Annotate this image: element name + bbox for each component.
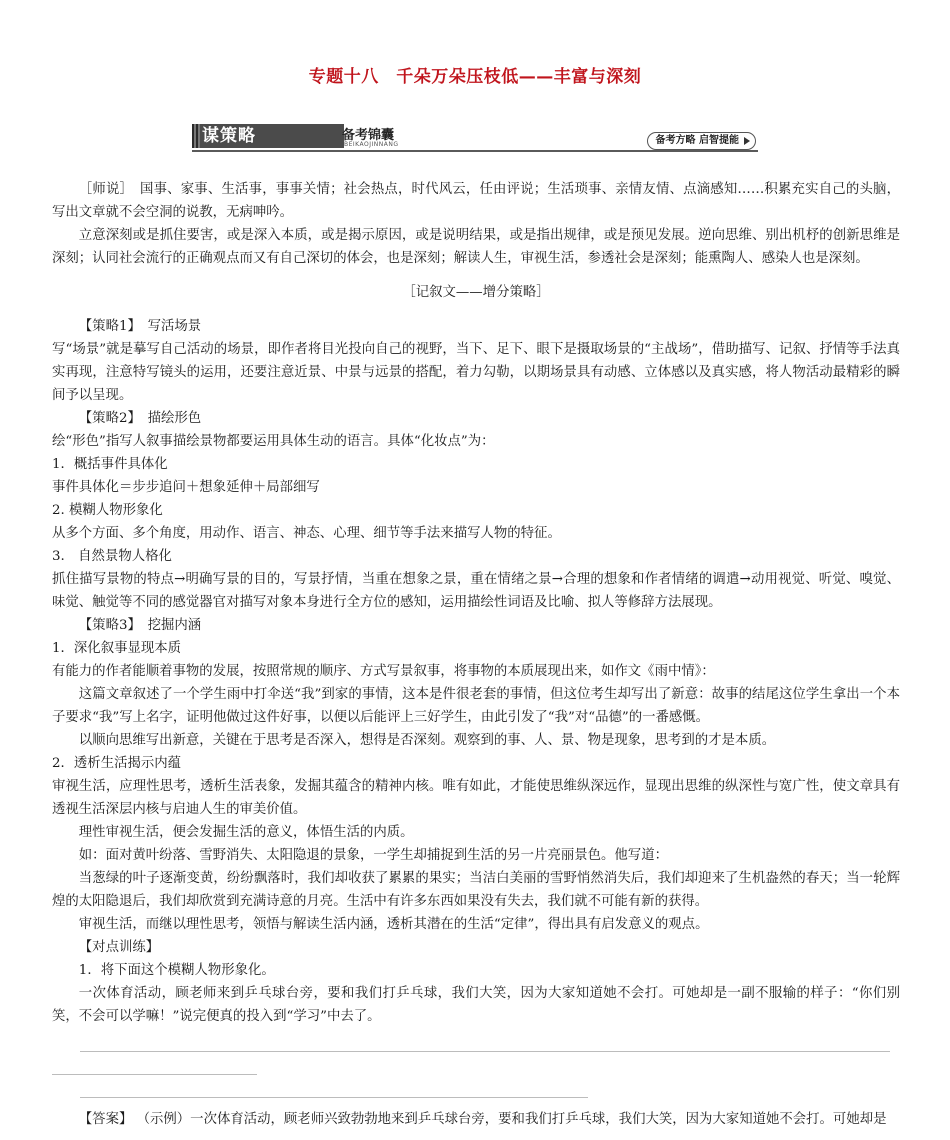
paragraph: 审视生活，而继以理性思考，领悟与解读生活内涵，透析其潜在的生活“定律”，得出具有启发意义的观点。	[78, 917, 709, 932]
banner-logo-text: 谋策略	[202, 126, 256, 146]
banner-subtitle: 备考锦囊	[342, 128, 395, 143]
paragraph: 理性审视生活，便会发掘生活的意义，体悟生活的内质。	[78, 825, 414, 840]
subheading: 2．透析生活揭示内蕴	[52, 756, 182, 771]
spacer	[52, 1028, 900, 1039]
subheading: 1．深化叙事显现本质	[52, 641, 182, 656]
paragraph: 当葱绿的叶子逐渐变黄，纷纷飘落时，我们却收获了累累的果实；当洁白美丽的雪野悄然消失后，我们却迎来了生机盎然的春天；当一轮辉煌的太阳隐退后，我们却欣赏到充满诗意的月亮。生活中有许多东西如果没有失去，我们就不可能有新的获得。	[52, 871, 900, 909]
section-banner	[192, 124, 758, 154]
paragraph: 从多个方面、多个角度，用动作、语言、神态、心理、细节等手法来描写人物的特征。	[52, 526, 561, 541]
subheading: 3. 自然景物人格化	[52, 549, 172, 564]
answer-paragraph: 【答案】 （示例）一次体育活动，顾老师兴致勃勃地来到乒乓球台旁，要和我们打乒乓球，我们大笑，因为大家知道她不会打。可她却是	[78, 1112, 887, 1127]
strategy-heading: 【策略3】 挖掘内涵	[78, 618, 202, 633]
paragraph: 如：面对黄叶纷落、雪野消失、太阳隐退的景象，一学生却捕捉到生活的另一片亮丽景色。他写道：	[78, 848, 668, 863]
arrow-right-icon	[744, 137, 750, 145]
strategy-heading: 【策略1】 写活场景	[78, 319, 202, 334]
subheading: 2. 模糊人物形象化	[52, 503, 163, 518]
paragraph: 审视生活，应理性思考，透析生活表象，发掘其蕴含的精神内核。唯有如此，才能使思维纵深远作，显现出思维的纵深性与宽广性，使文章具有透视生活深层内核与启迪人生的审美价值。	[52, 779, 900, 817]
banner-rule	[192, 150, 758, 152]
banner-stripes	[192, 124, 200, 148]
page-title: 专题十八 千朵万朵压枝低——丰富与深刻	[308, 67, 642, 87]
training-heading: 【对点训练】	[78, 940, 160, 955]
paragraph: 抓住描写景物的特点→明确写景的目的，写景抒情，当重在想象之景，重在情绪之景→合理的想象和作者情绪的调遣→动用视觉、听觉、嗅觉、味觉、触觉等不同的感觉器官对描写对象本身进行全方位的感知，运用描绘性词语及比喻、拟人等修辞方法展现。	[52, 572, 900, 610]
paragraph: 有能力的作者能顺着事物的发展，按照常规的顺序、方式写景叙事，将事物的本质展现出来，如作文《雨中情》：	[52, 664, 715, 679]
article-body	[52, 178, 900, 1131]
section-heading: ［记叙文——增分策略］	[402, 285, 550, 300]
paragraph: 绘“形色”指写人叙事描绘景物都要运用具体生动的语言。具体“化妆点”为：	[52, 434, 495, 449]
banner-tag-text: 备考方略 启智提能	[655, 135, 739, 146]
strategy-heading: 【策略2】 描绘形色	[78, 411, 202, 426]
paragraph: 事件具体化＝步步追问＋想象延伸＋局部细写	[52, 480, 320, 495]
teacher-paragraph: 立意深刻或是抓住要害，或是深入本质，或是揭示原因，或是说明结果，或是指出规律，或是预见发展。逆向思维、别出机杼的创新思维是深刻；认同社会流行的正确观点而又有自己深切的体会，也是深刻；解读人生，审视生活，参透社会是深刻；能熏陶人、感染人也是深刻。	[52, 228, 900, 266]
answer-line	[52, 1062, 900, 1085]
banner-tag	[647, 132, 756, 150]
paragraph: 以顺向思维写出新意，关键在于思考是否深入，想得是否深刻。观察到的事、人、景、物是现象，思考到的才是本质。	[78, 733, 776, 748]
banner-pinyin: BEIKAOJINNANG	[344, 141, 399, 148]
question: 1．将下面这个模糊人物形象化。	[78, 963, 275, 978]
paragraph: 一次体育活动，顾老师来到乒乓球台旁，要和我们打乒乓球，我们大笑，因为大家知道她不会打。可她却是一副不服输的样子：“你们别笑，不会可以学嘛！”说完便真的投入到“学习”中去了。	[52, 986, 900, 1024]
paragraph: 写“场景”就是摹写自己活动的场景，即作者将目光投向自己的视野，当下、足下、眼下是摄取场景的“主战场”，借助描写、记叙、抒情等手法真实再现，注意特写镜头的运用，还要注意近景、中景与远景的搭配，着力勾勒，以期场景具有动感、立体感以及真实感，将人物活动最精彩的瞬间予以呈现。	[52, 342, 900, 403]
paragraph: 这篇文章叙述了一个学生雨中打伞送“我”到家的事情，这本是件很老套的事情，但这位考生却写出了新意：故事的结尾这位学生拿出一个本子要求“我”写上名字，证明他做过这件好事，以便以后能评上三好学生，由此引发了“我”对“品德”的一番感慨。	[52, 687, 900, 725]
answer-line	[52, 1039, 900, 1062]
subheading: 1．概括事件具体化	[52, 457, 168, 472]
teacher-paragraph: ［师说］ 国事、家事、生活事，事事关情；社会热点，时代风云，任由评说；生活琐事、亲情友情、点滴感知……积累充实自己的头脑，写出文章就不会空洞的说教，无病呻吟。	[52, 182, 900, 220]
banner-logo	[192, 124, 344, 148]
answer-line	[52, 1085, 900, 1108]
